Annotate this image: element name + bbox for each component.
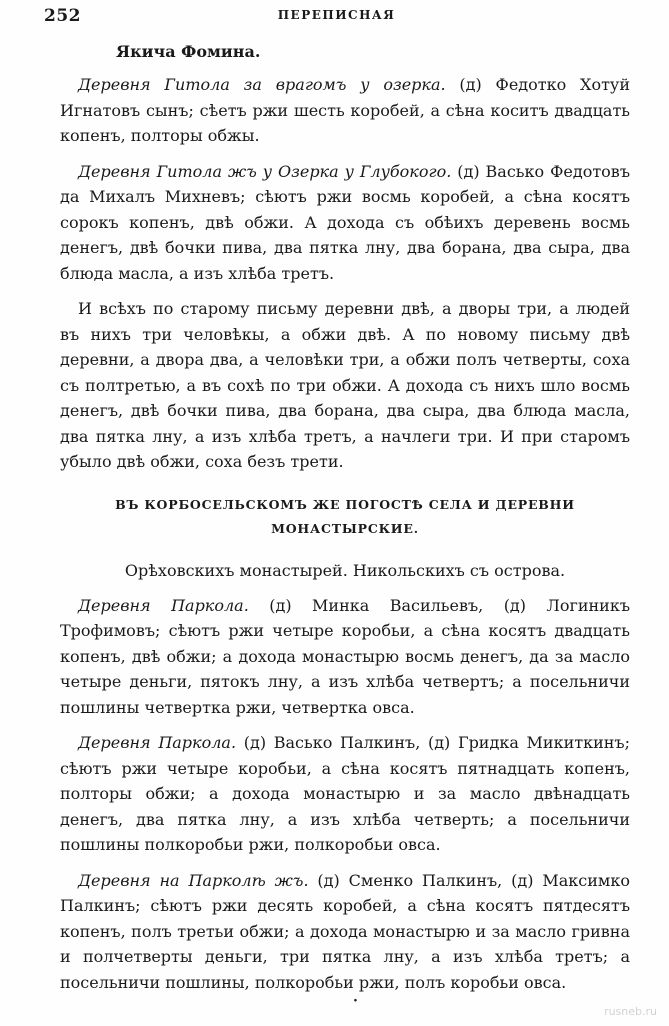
owner-heading: Якича Фомина.	[116, 42, 261, 61]
village-name: Деревня Паркола.	[78, 733, 237, 752]
monastery-line: Орѣховскихъ монастырей. Никольскихъ съ острова.	[124, 560, 566, 580]
entry-text: (д) Федотко Хотуй Игнатовъ сынъ; сѣетъ ржи шесть коробей, а сѣна коситъ двадцать копенъ, полторы обжы.	[60, 75, 631, 145]
watermark: rusneb.ru	[604, 1005, 657, 1018]
entry-paragraph	[60, 159, 630, 287]
summary-paragraph	[60, 296, 630, 475]
footer-mark: ·	[353, 993, 358, 1009]
village-name: Деревня Гитола жъ у Озерка у Глубокого.	[78, 161, 452, 181]
page-number: 252	[44, 6, 81, 26]
village-name: Деревня на Парколѣ жъ.	[78, 870, 309, 890]
entry-text: (д) Сменко Палкинъ, (д) Максимко Палкинъ; сѣютъ ржи десять коробей, а сѣна косятъ пятдесятъ копенъ, полъ третьи обжи; а дохода монастырю и за масло гривна и полчетверты деньги, три пятка лну, а изъ хлѣба третъ; а посельничи пошлины, полкоробьи ржи, полъ коробьи овса.	[60, 870, 630, 992]
page-header	[44, 6, 629, 28]
entry-paragraph	[60, 868, 630, 996]
section-title-line: МОНАСТЫРСКИЕ.	[271, 520, 419, 536]
entry-text: (д) Васько Палкинъ, (д) Гридка Микиткинъ; сѣютъ ржи четыре коробьи, а сѣна косятъ пятнадцать копенъ, полторы обжи; а дохода монастырю и за масло двѣнадцать денегъ, два пятка лну, а изъ хлѣба четверть; а посельничи пошлины полкоробьи ржи, полкоробьи овса.	[60, 733, 630, 854]
entry-paragraph	[60, 730, 630, 858]
page-content	[60, 42, 630, 1005]
village-name: Деревня Паркола.	[78, 595, 249, 615]
entry-paragraph	[60, 593, 630, 721]
running-title: ПЕРЕПИСНАЯ	[277, 8, 396, 22]
entry-paragraph	[60, 72, 630, 149]
summary-text: И всѣхъ по старому письму деревни двѣ, а дворы три, а людей въ нихъ три человѣкы, а обжи двѣ. А по новому письму двѣ деревни, а двора два, а человѣки три, а обжи полъ четверты, соха съ полтретью, а въ сохѣ по три обжи. А дохода съ нихъ шло восмь денегъ, двѣ бочки пива, два борана, два сыра, два блюда масла, два пятка лну, а изъ хлѣба третъ, а начлеги три. И при старомъ убыло двѣ обжи, соха безъ трети.	[60, 299, 630, 471]
section-title	[60, 493, 630, 541]
entry-text: (д) Минка Васильевъ, (д) Логиникъ Трофимовъ; сѣютъ ржи четыре коробьи, а сѣна косятъ двадцать копенъ, двѣ обжи; а дохода монастырю восмь денегъ, да за масло четыре деньги, пятокъ лну, а изъ хлѣба четвертъ; а посельничи пошлины четвертка ржи, четвертка овса.	[60, 595, 630, 717]
entry-text: (д) Васько Федотовъ да Михалъ Михневъ; сѣютъ ржи восмь коробей, а сѣна косятъ сорокъ копенъ, двѣ обжи. А дохода съ обѣихъ деревень восмь денегъ, двѣ бочки пива, два пятка лну, два борана, два сыра, два блюда масла, а изъ хлѣба третъ.	[60, 161, 630, 283]
section-title-line: ВЪ КОРБОСЕЛЬСКОМЪ ЖЕ ПОГОСТѢ СЕЛА И ДЕРЕВНИ	[115, 496, 575, 512]
village-name: Деревня Гитола за врагомъ у озерка.	[78, 75, 446, 94]
